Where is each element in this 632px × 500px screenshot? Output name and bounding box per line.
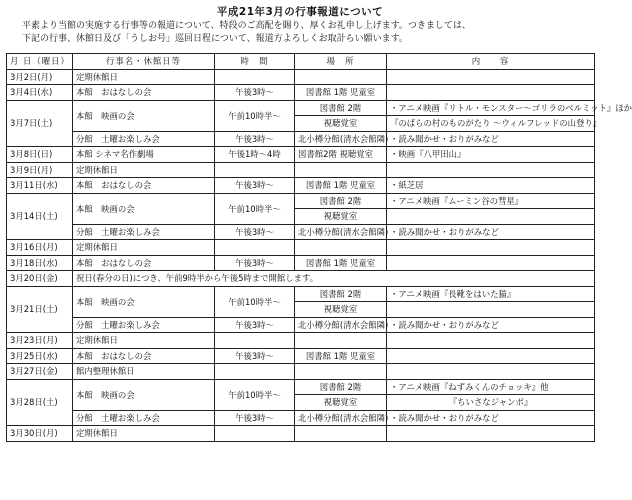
row-event: 本館 映画の会 — [73, 286, 215, 317]
row-event: 分館 土曜お楽しみ会 — [73, 317, 215, 333]
table-row — [7, 224, 595, 240]
table-row — [7, 162, 595, 178]
row-event: 本館 映画の会 — [73, 193, 215, 224]
row-time — [215, 426, 295, 442]
table-row — [7, 348, 595, 364]
row-content — [387, 255, 595, 271]
row-place: 図書館 2階 — [295, 193, 387, 209]
row-time: 午前10時半～ — [215, 286, 295, 317]
row-time: 午後3時～ — [215, 317, 295, 333]
table-row — [7, 271, 595, 287]
row-place: 図書館 2階 — [295, 286, 387, 302]
row-time — [215, 364, 295, 380]
header-date: 月 日（曜日） — [7, 54, 73, 70]
row-event: 定期休館日 — [73, 426, 215, 442]
row-date: 3月16日(月) — [7, 240, 73, 256]
row-event: 分館 土曜お楽しみ会 — [73, 410, 215, 426]
row-date: 3月9日(月) — [7, 162, 73, 178]
row-date: 3月27日(金) — [7, 364, 73, 380]
row-place: 図書館2階 視聴覚室 — [295, 147, 387, 163]
table-row — [7, 317, 595, 333]
row-date: 3月20日(金) — [7, 271, 73, 287]
row-date: 3月28日(土) — [7, 379, 73, 426]
row-time — [215, 162, 295, 178]
row-time: 午前10時半～ — [215, 193, 295, 224]
row-date: 3月11日(水) — [7, 178, 73, 194]
row-time: 午後3時～ — [215, 224, 295, 240]
row-time — [215, 69, 295, 85]
row-place: 視聴覚室 — [295, 395, 387, 411]
row-place — [295, 364, 387, 380]
row-content: ・映画『八甲田山』 — [387, 147, 595, 163]
row-event: 本館 おはなしの会 — [73, 348, 215, 364]
row-event: 館内整理休館日 — [73, 364, 215, 380]
row-content — [387, 348, 595, 364]
intro-line-1: 平素より当館の実施する行事等の報道について、特段のご高配を賜り、厚くお礼申し上げます。つきましては、 — [22, 21, 471, 31]
row-place: 北小樽分館(清水会館隣) — [295, 131, 387, 147]
table-row — [7, 255, 595, 271]
row-event: 定期休館日 — [73, 162, 215, 178]
row-content: ・アニメ映画『ねずみくんのチョッキ』他 — [387, 379, 595, 395]
table-row — [7, 69, 595, 85]
row-time: 午後3時～ — [215, 131, 295, 147]
table-row — [7, 379, 595, 395]
row-time: 午後3時～ — [215, 255, 295, 271]
row-event: 本館 映画の会 — [73, 379, 215, 410]
row-date: 3月18日(水) — [7, 255, 73, 271]
row-content: 『のばらの村のものがたり ～ウィルフレッドの山登り』 — [387, 116, 595, 132]
row-date: 3月8日(日) — [7, 147, 73, 163]
row-place — [295, 162, 387, 178]
row-content: ・読み聞かせ・おりがみなど — [387, 131, 595, 147]
row-content — [387, 85, 595, 101]
row-event: 本館 シネマ名作劇場 — [73, 147, 215, 163]
row-content — [387, 240, 595, 256]
row-place: 図書館 2階 — [295, 379, 387, 395]
row-time: 午後3時～ — [215, 410, 295, 426]
row-place: 図書館 1階 児童室 — [295, 178, 387, 194]
row-place — [295, 240, 387, 256]
row-event: 定期休館日 — [73, 69, 215, 85]
row-time — [215, 333, 295, 349]
table-header-row — [7, 54, 595, 70]
header-content: 内 容 — [387, 54, 595, 70]
row-event: 本館 おはなしの会 — [73, 178, 215, 194]
header-time: 時 間 — [215, 54, 295, 70]
row-place: 図書館 2階 — [295, 100, 387, 116]
row-event: 分館 土曜お楽しみ会 — [73, 224, 215, 240]
row-content: ・アニメ映画『リトル・モンスター～ゴリラのベルミット』ほか — [387, 100, 595, 116]
row-date: 3月14日(土) — [7, 193, 73, 240]
row-content: ・アニメ映画『ムーミン谷の彗星』 — [387, 193, 595, 209]
row-time: 午前10時半～ — [215, 100, 295, 131]
table-row — [7, 364, 595, 380]
row-content — [387, 209, 595, 225]
table-row — [7, 240, 595, 256]
row-place: 図書館 1階 児童室 — [295, 85, 387, 101]
row-event: 本館 おはなしの会 — [73, 255, 215, 271]
row-event: 定期休館日 — [73, 240, 215, 256]
row-content: ・読み聞かせ・おりがみなど — [387, 224, 595, 240]
row-time: 午後3時～ — [215, 178, 295, 194]
table-row — [7, 286, 595, 302]
row-place: 北小樽分館(清水会館隣) — [295, 224, 387, 240]
row-place — [295, 333, 387, 349]
row-content — [387, 364, 595, 380]
row-date: 3月30日(月) — [7, 426, 73, 442]
document-title: 平成21年3月の行事報道について — [216, 6, 384, 18]
row-content: ・読み聞かせ・おりがみなど — [387, 410, 595, 426]
row-content — [387, 426, 595, 442]
row-place: 図書館 1階 児童室 — [295, 255, 387, 271]
row-event: 本館 おはなしの会 — [73, 85, 215, 101]
row-place: 視聴覚室 — [295, 302, 387, 318]
schedule-table — [6, 53, 632, 442]
table-row — [7, 85, 595, 101]
row-date: 3月25日(水) — [7, 348, 73, 364]
table-row — [7, 178, 595, 194]
row-place: 北小樽分館(清水会館隣) — [295, 317, 387, 333]
row-date: 3月7日(土) — [7, 100, 73, 147]
table-row — [7, 426, 595, 442]
table-row — [7, 193, 595, 209]
row-time: 午後1時～4時 — [215, 147, 295, 163]
row-content: ・アニメ映画『長靴をはいた猫』 — [387, 286, 595, 302]
row-content — [387, 302, 595, 318]
row-time: 午前10時半～ — [215, 379, 295, 410]
row-content: ・紙芝居 — [387, 178, 595, 194]
intro-text — [22, 20, 588, 46]
row-date: 3月4日(水) — [7, 85, 73, 101]
row-content — [387, 162, 595, 178]
row-content — [387, 333, 595, 349]
row-content: 『ちいさなジャンボ』 — [387, 395, 595, 411]
row-date: 3月2日(月) — [7, 69, 73, 85]
intro-line-2: 下記の行事、休館日及び「うしお号」巡回日程について、報道方よろしくお取計らい願います。 — [22, 34, 408, 44]
row-place — [295, 426, 387, 442]
row-place: 図書館 1階 児童室 — [295, 348, 387, 364]
row-event: 本館 映画の会 — [73, 100, 215, 131]
row-content: ・読み聞かせ・おりがみなど — [387, 317, 595, 333]
row-content — [387, 69, 595, 85]
table-row — [7, 100, 595, 116]
row-time — [215, 240, 295, 256]
row-date: 3月21日(土) — [7, 286, 73, 333]
row-time: 午後3時～ — [215, 85, 295, 101]
row-place — [295, 69, 387, 85]
row-date: 3月23日(月) — [7, 333, 73, 349]
header-place: 場 所 — [295, 54, 387, 70]
table-row — [7, 410, 595, 426]
row-place: 視聴覚室 — [295, 116, 387, 132]
row-time: 午後3時～ — [215, 348, 295, 364]
table-row — [7, 333, 595, 349]
table-row — [7, 131, 595, 147]
row-event: 定期休館日 — [73, 333, 215, 349]
header-event: 行事名・休館日等 — [73, 54, 215, 70]
row-place: 北小樽分館(清水会館隣) — [295, 410, 387, 426]
table-row — [7, 147, 595, 163]
row-notice: 祝日(春分の日)につき、午前9時半から午後5時まで開館します。 — [73, 271, 595, 287]
row-place: 視聴覚室 — [295, 209, 387, 225]
row-event: 分館 土曜お楽しみ会 — [73, 131, 215, 147]
